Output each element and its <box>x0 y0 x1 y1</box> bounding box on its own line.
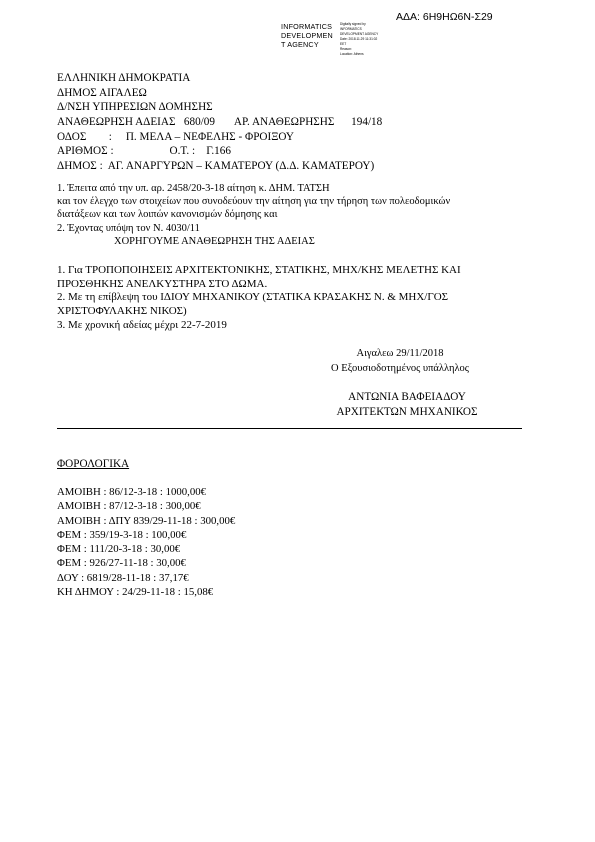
stamp-detail-line: DEVELOPMENT AGENCY <box>340 32 379 36</box>
ada-code: ΑΔΑ: 6Η9ΗΩ6Ν-Σ29 <box>396 11 493 23</box>
stamp-detail-line: Reason: <box>340 47 352 51</box>
grounds-section <box>57 182 450 248</box>
signatory-title: ΑΡΧΙΤΕΚΤΩΝ ΜΗΧΑΝΙΚΟΣ <box>336 405 478 418</box>
header-line: ΟΔΟΣ : Π. ΜΕΛΑ – ΝΕΦΕΛΗΣ - ΦΡΟΙΞΟΥ <box>57 130 295 143</box>
digital-signature-stamp <box>281 22 333 50</box>
taxes-title: ΦΟΡΟΛΟΓΙΚΑ <box>57 458 130 470</box>
tax-item: ΑΜΟΙΒΗ : 86/12-3-18 : 1000,00€ <box>57 486 207 498</box>
terms-line: 1. Για ΤΡΟΠΟΠΟΙΗΣΕΙΣ ΑΡΧΙΤΕΚΤΟΝΙΚΗΣ, ΣΤΑΤΙΚΗΣ, ΜΗΧ/ΚΗΣ ΜΕΛΕΤΗΣ ΚΑΙ <box>57 264 461 276</box>
stamp-agency-line: DEVELOPMEN <box>281 31 333 41</box>
tax-item: ΚΗ ΔΗΜΟΥ : 24/29-11-18 : 15,08€ <box>57 586 214 599</box>
header-line: Δ/ΝΣΗ ΥΠΗΡΕΣΙΩΝ ΔΟΜΗΣΗΣ <box>57 101 213 114</box>
header-line: ΑΡΙΘΜΟΣ : Ο.Τ. : Γ.166 <box>57 145 231 158</box>
tax-item: ΦΕΜ : 926/27-11-18 : 30,00€ <box>57 557 186 570</box>
grounds-line: 1. Έπειτα από την υπ. αρ. 2458/20-3-18 αίτηση κ. ΔΗΜ. ΤΑΤΣΗ <box>57 183 330 194</box>
tax-item: ΦΕΜ : 359/19-3-18 : 100,00€ <box>57 528 187 541</box>
place-date: Αιγαλεω 29/11/2018 <box>356 348 444 359</box>
stamp-agency-line: INFORMATICS <box>281 22 333 31</box>
tax-item: ΑΜΟΙΒΗ : 87/12-3-18 : 300,00€ <box>57 500 201 513</box>
grounds-line: 2. Έχοντας υπόψη τον Ν. 4030/11 <box>57 222 200 234</box>
stamp-detail-line: Location: Athens <box>340 52 364 56</box>
stamp-detail-line: EET <box>340 42 347 46</box>
header-line: ΔΗΜΟΣ ΑΙΓΑΛΕΩ <box>57 86 147 99</box>
stamp-details <box>340 22 378 57</box>
signatory-block <box>332 390 482 419</box>
stamp-detail-line: Digitally signed by <box>340 22 366 26</box>
terms-line: 2. Με τη επίβλεψη του ΙΔΙΟΥ ΜΗΧΑΝΙΚΟΥ (ΣΤΑΤΙΚΑ ΚΡΑΣΑΚΗΣ Ν. & ΜΗΧ/ΓΟΣ <box>57 291 449 304</box>
stamp-detail-line: Date: 2018.11.29 11:31:02 <box>340 37 378 41</box>
document-header <box>57 71 382 174</box>
tax-item: ΔΟΥ : 6819/28-11-18 : 37,17€ <box>57 571 189 584</box>
grounds-line: διατάξεων και των λοιπών κανονισμών δόμησης και <box>57 209 278 221</box>
tax-item: ΑΜΟΙΒΗ : ΔΠΥ 839/29-11-18 : 300,00€ <box>57 514 236 527</box>
signatory-role: Ο Εξουσιοδοτημένος υπάλληλος <box>331 363 469 374</box>
terms-line: 3. Με χρονική αδείας μέχρι 22-7-2019 <box>57 318 227 331</box>
section-divider <box>57 428 522 429</box>
terms-line: ΧΡΙΣΤΟΦΥΛΑΚΗΣ ΝΙΚΟΣ) <box>57 305 187 318</box>
header-line: ΑΝΑΘΕΩΡΗΣΗ ΑΔΕΙΑΣ 680/09 ΑΡ. ΑΝΑΘΕΩΡΗΣΗΣ 194/18 <box>57 116 383 129</box>
signatory-name: ΑΝΤΩΝΙΑ ΒΑΦΕΙΑΔΟΥ <box>348 391 466 403</box>
terms-line: ΠΡΟΣΘΗΚΗΣ ΑΝΕΛΚΥΣΤΗΡΑ ΣΤΟ ΔΩΜΑ. <box>57 277 268 290</box>
stamp-detail-line: INFORMATICS <box>340 27 362 31</box>
tax-item: ΦΕΜ : 111/20-3-18 : 30,00€ <box>57 543 181 556</box>
header-line: ΔΗΜΟΣ : ΑΓ. ΑΝΑΡΓΥΡΩΝ – ΚΑΜΑΤΕΡΟΥ (Δ.Δ. ΚΑΜΑΤΕΡΟΥ) <box>57 160 375 173</box>
grant-heading: ΧΟΡΗΓΟΥΜΕ ΑΝΑΘΕΩΡΗΣΗ ΤΗΣ ΑΔΕΙΑΣ <box>114 235 315 247</box>
stamp-agency-line: T AGENCY <box>281 40 319 50</box>
terms-section <box>57 264 461 332</box>
taxes-list <box>57 485 235 599</box>
grounds-line: και τον έλεγχο των στοιχείων που συνοδεύουν την αίτηση για την τήρηση των πολεοδομικών <box>57 196 451 208</box>
header-line: ΕΛΛΗΝΙΚΗ ΔΗΜΟΚΡΑΤΙΑ <box>57 72 191 84</box>
signature-place-block <box>330 346 470 376</box>
